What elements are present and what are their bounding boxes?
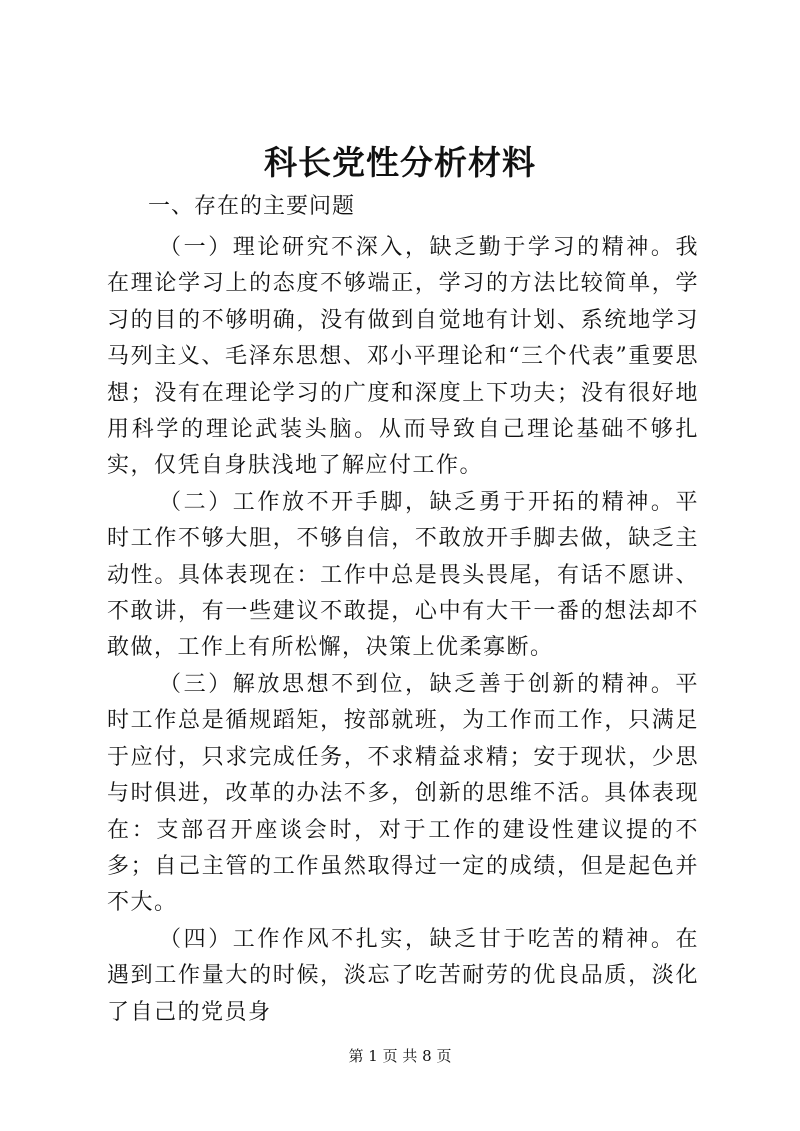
paragraph-1: （一）理论研究不深入，缺乏勤于学习的精神。我在理论学习上的态度不够端正，学习的方法比较简单，学习的目的不够明确，没有做到自觉地有计划、系统地学习马列主义、毛泽东思想、邓小平理论和“三个代表”重要思想；没有在理论学习的广度和深度上下功夫；没有很好地用科学的理论武装头脑。从而导致自己理论基础不够扎实，仅凭自身肤浅地了解应付工作。: [107, 235, 699, 479]
body-text: [107, 230, 699, 1031]
paragraph-3: （三）解放思想不到位，缺乏善于创新的精神。平时工作总是循规蹈矩，按部就班，为工作而工作，只满足于应付，只求完成任务，不求精益求精；安于现状，少思与时俱进，改革的办法不多，创新的思维不活。具体表现在：支部召开座谈会时，对于工作的建设性建议提的不多；自己主管的工作虽然取得过一定的成绩，但是起色并不大。: [107, 671, 699, 916]
section-heading: 一、存在的主要问题: [148, 194, 356, 219]
page-footer: 第 1 页 共 8 页: [348, 1047, 452, 1065]
paragraph-2: （二）工作放不开手脚，缺乏勇于开拓的精神。平时工作不够大胆，不够自信，不敢放开手脚去做，缺乏主动性。具体表现在：工作中总是畏头畏尾，有话不愿讲、不敢讲，有一些建议不敢提，心中有大干一番的想法却不敢做，工作上有所松懈，决策上优柔寡断。: [107, 489, 699, 661]
paragraph-4: （四）工作作风不扎实，缺乏甘于吃苦的精神。在遇到工作量大的时候，淡忘了吃苦耐劳的优良品质，淡化了自己的党员身: [107, 926, 699, 1025]
page-title: 科长党性分析材料: [264, 143, 536, 182]
